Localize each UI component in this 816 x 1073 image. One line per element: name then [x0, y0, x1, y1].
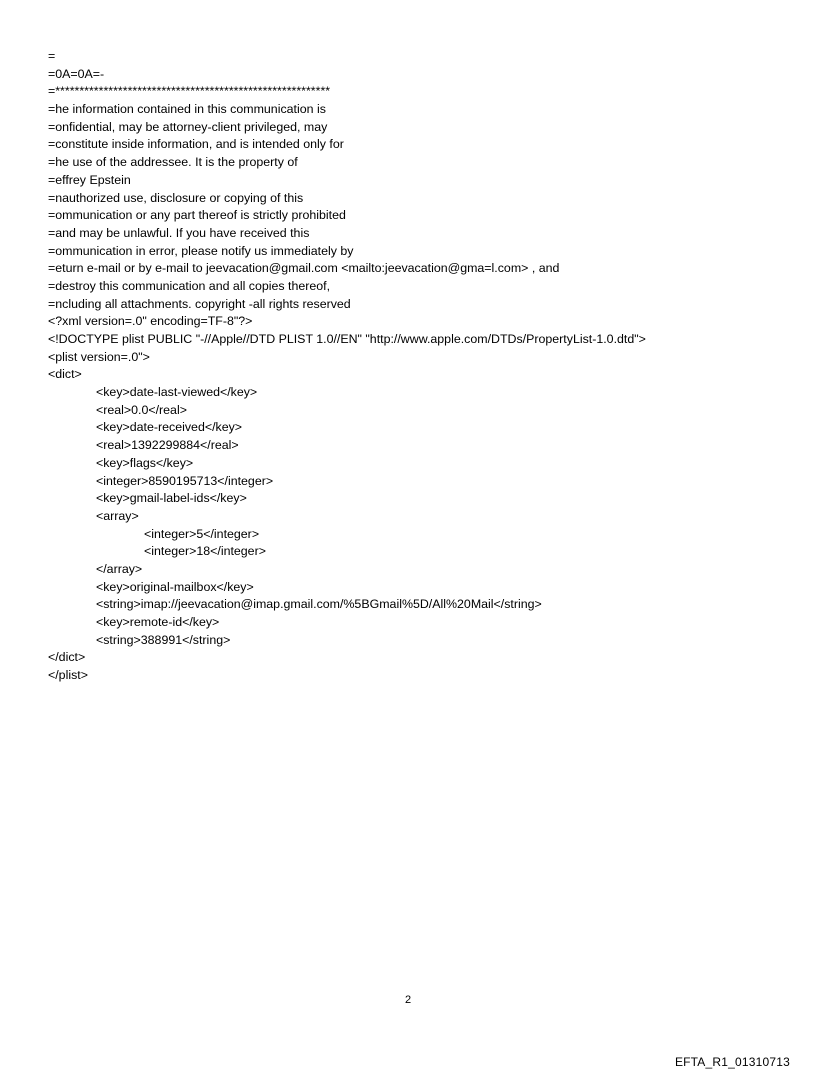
header-line: =********************************************************* [48, 84, 331, 99]
dict-entry: <key>gmail-label-ids</key> [96, 491, 247, 506]
disclaimer-line: =constitute inside information, and is intended only for [48, 137, 344, 152]
xml-declaration: <?xml version=.0" encoding=TF-8"?> [48, 314, 253, 329]
dict-close-tag: </dict> [48, 650, 86, 665]
disclaimer-line: =eturn e-mail or by e-mail to jeevacation@gmail.com <mailto:jeevacation@gma=l.com> , and [48, 261, 560, 276]
dict-entry: <array> [96, 508, 139, 523]
disclaimer-line: =ommunication in error, please notify us immediately by [48, 243, 354, 258]
header-line: = [48, 49, 56, 63]
disclaimer-line: =he information contained in this communication is [48, 102, 326, 117]
disclaimer-line: =ommunication or any part thereof is strictly prohibited [48, 208, 346, 223]
array-close-tag: </array> [96, 561, 143, 576]
bates-number: EFTA_R1_01310713 [674, 1055, 790, 1069]
disclaimer-line: =effrey Epstein [48, 172, 131, 187]
doctype-line: <!DOCTYPE plist PUBLIC "-//Apple//DTD PLIST 1.0//EN" "http://www.apple.com/DTDs/PropertyList-1.0.dtd"> [48, 332, 646, 346]
plist-close-tag: </plist> [48, 668, 88, 683]
dict-entry: <string>imap://jeevacation@imap.gmail.com/%5BGmail%5D/All%20Mail</string> [96, 597, 542, 612]
document-body [48, 48, 788, 685]
header-line: =0A=0A=- [48, 66, 105, 81]
disclaimer-line: =onfidential, may be attorney-client privileged, may [48, 119, 328, 134]
dict-entry: <real>0.0</real> [96, 402, 187, 417]
disclaimer-line: =ncluding all attachments. copyright -all rights reserved [48, 296, 351, 311]
disclaimer-line: =destroy this communication and all copies thereof, [48, 278, 331, 293]
disclaimer-line: =nauthorized use, disclosure or copying of this [48, 190, 304, 205]
plist-open-tag: <plist version=.0"> [48, 349, 150, 364]
dict-entry: <key>original-mailbox</key> [96, 579, 254, 594]
dict-entry: <key>flags</key> [96, 455, 194, 470]
page-number: 2 [404, 994, 412, 1006]
dict-entry: <string>388991</string> [96, 632, 231, 647]
dict-entry: <key>remote-id</key> [96, 615, 220, 629]
array-item: <integer>18</integer> [144, 544, 266, 559]
array-item: <integer>5</integer> [144, 526, 260, 541]
disclaimer-line: =and may be unlawful. If you have received this [48, 225, 310, 240]
dict-entry: <real>1392299884</real> [96, 438, 239, 453]
dict-open-tag: <dict> [48, 367, 82, 382]
dict-entry: <key>date-last-viewed</key> [96, 385, 258, 400]
dict-entry: <integer>8590195713</integer> [96, 473, 274, 488]
dict-entry: <key>date-received</key> [96, 420, 243, 435]
disclaimer-line: =he use of the addressee. It is the property of [48, 155, 298, 170]
